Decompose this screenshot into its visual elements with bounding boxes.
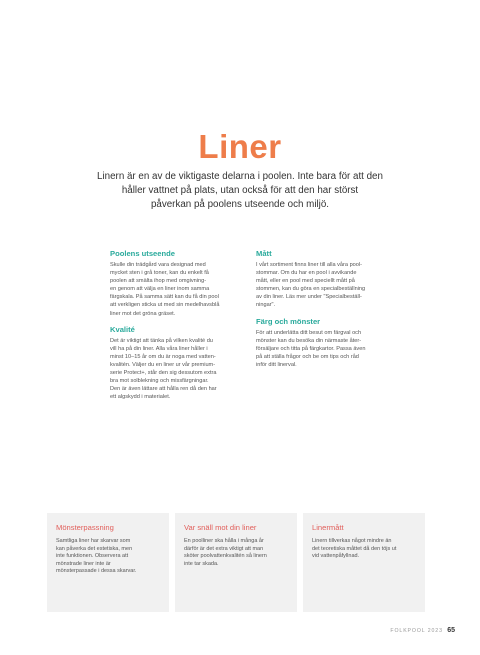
card-body	[56, 538, 161, 576]
intro-line: påverkan på poolens utseende och miljö.	[150, 199, 330, 210]
card-heading: Var snäll mot din liner	[184, 523, 257, 532]
section-body-kvalite	[110, 337, 248, 402]
page-title: Liner	[198, 128, 282, 165]
card-monsterpassning	[47, 513, 169, 612]
body-line: mönster kan du besöka din närmaste åter-	[256, 337, 362, 344]
body-line: poolen att smälta ihop med omgivning-	[110, 278, 207, 285]
body-line: inför ditt linerval.	[256, 361, 297, 368]
section-body-poolens-utseende	[110, 261, 248, 318]
body-line: på att ställa frågor och be om tips och råd	[256, 353, 359, 360]
card-line: mönstrade liner inte är	[56, 560, 111, 567]
card-line: vid vattenpåfyllnad.	[312, 553, 360, 560]
body-line: stommar. Om du har en pool i avvikande	[256, 270, 357, 277]
card-line: därför är det extra viktigt att man	[184, 545, 264, 552]
card-linermatt	[303, 513, 425, 612]
info-cards	[47, 513, 437, 613]
section-heading-matt: Mått	[256, 249, 272, 258]
card-line: sköter poolvattenkvalitén så linern	[184, 553, 267, 560]
card-line: En poolliner ska hålla i många år	[184, 538, 264, 544]
section-heading-farg: Färg och mönster	[256, 316, 321, 326]
body-line: liner mot det gröna gräset.	[110, 310, 176, 317]
body-line: stommen, kan du göra en specialbeställning	[256, 286, 366, 293]
card-heading: Linermått	[312, 523, 344, 532]
card-var-snall	[175, 513, 297, 612]
right-column	[256, 249, 394, 376]
card-body	[312, 538, 417, 561]
intro-text	[80, 170, 400, 212]
body-line: att verkligen sticka ut med sin medelhavsblå	[110, 302, 220, 309]
card-line: inte tar skada.	[184, 560, 219, 567]
card-line: Linern tillverkas något mindre än	[312, 538, 392, 544]
card-heading: Mönsterpassning	[56, 523, 114, 532]
body-line: kvalitén. Väljer du en liner ur vår premium-	[110, 361, 216, 368]
page-number: 65	[447, 627, 455, 634]
section-heading-poolens-utseende: Poolens utseende	[110, 249, 175, 258]
body-line: mycket sten i grå toner, kan du enkelt få	[110, 270, 209, 277]
card-line: inte funktionen. Observera att	[56, 553, 129, 560]
body-line: ningar".	[256, 302, 276, 309]
card-body	[184, 538, 289, 568]
section-body-matt	[256, 261, 394, 310]
footer-label: FOLKPOOL 2023	[390, 628, 443, 634]
card-line: det teoretiska måttet då den töjs ut	[312, 545, 397, 552]
body-line: mått, eller en pool med speciellt mått på	[256, 278, 355, 285]
body-line: bra mot solblekning och missfärgningar.	[110, 378, 209, 385]
body-line: av din liner. Läs mer under "Specialbeställ-	[256, 294, 362, 301]
intro-line: håller vattnet på plats, utan också för att den har störst	[121, 185, 359, 196]
body-line: en genom att välja en liner inom samma	[110, 286, 210, 293]
section-body-farg	[256, 329, 394, 369]
body-line: Skulle din trädgård vara designad med	[110, 262, 206, 268]
body-line: ett algskydd i materialet.	[110, 394, 171, 401]
section-heading-kvalite: Kvalité	[110, 324, 135, 334]
body-line: I vårt sortiment finns liner till alla våra pool-	[256, 262, 363, 268]
card-line: mönsterpassade i dessa skarvar.	[56, 568, 137, 575]
body-line: Det är viktigt att tänka på vilken kvalité du	[110, 337, 213, 344]
body-line: färgskala. På samma sätt kan du få din pool	[110, 294, 219, 301]
card-line: kan påverka det estetiska, men	[56, 545, 133, 552]
body-line: serie Protect+, står den sig dessutom extra	[110, 370, 217, 377]
body-line: Den är även lättare att hålla ren då den har	[110, 386, 217, 393]
left-column	[110, 249, 248, 408]
card-line: Samtliga liner har skarvar som	[56, 538, 131, 544]
body-line: försäljare och titta på färgkartor. Passa även	[256, 345, 366, 352]
intro-line: Linern är en av de viktigaste delarna i poolen. Inte bara för att den	[97, 171, 383, 182]
page-footer	[390, 627, 455, 634]
body-line: minst 10–15 år om du är noga med vatten-	[110, 353, 216, 360]
body-line: vill ha på din liner. Alla våra liner håller i	[110, 345, 208, 352]
body-line: För att underlätta ditt besut om färgval och	[256, 329, 362, 336]
